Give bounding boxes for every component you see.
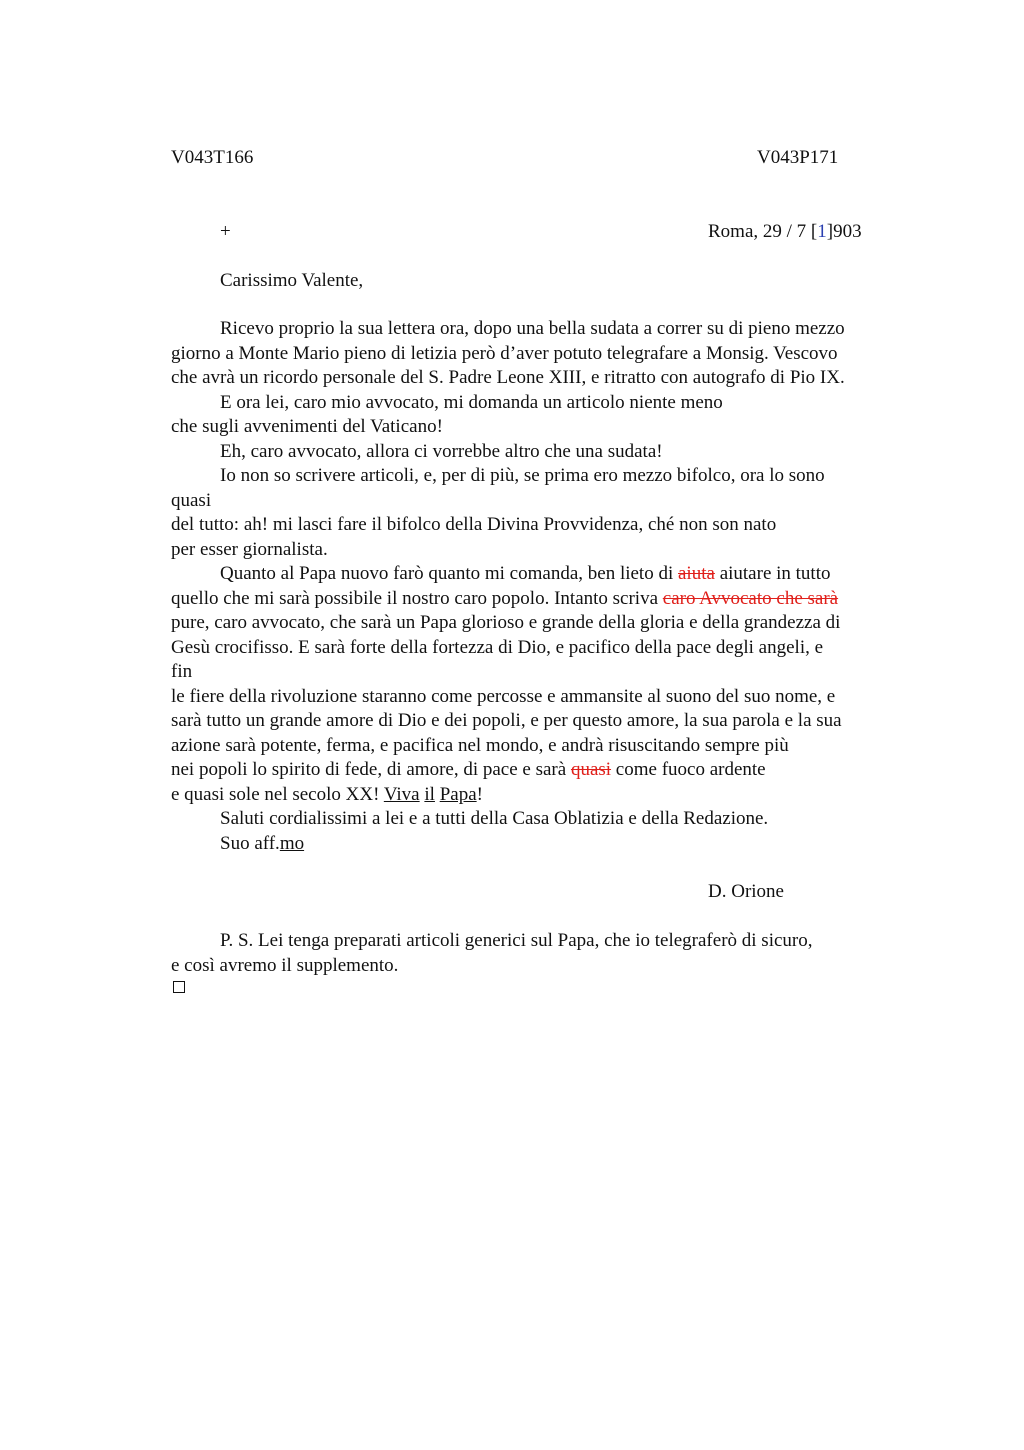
- body-line-4: E ora lei, caro mio avvocato, mi domanda un articolo niente meno: [220, 392, 723, 413]
- line-20-text-a: e quasi sole nel secolo XX!: [171, 784, 384, 805]
- line-11-text-b: aiutare in tutto: [714, 563, 831, 584]
- body-line-3: che avrà un ricordo personale del S. Padre Leone XIII, e ritratto con autografo di Pio IX.: [171, 367, 845, 388]
- body-line-10: per esser giornalista.: [171, 539, 328, 560]
- closing-mo: mo: [279, 833, 305, 854]
- body-line-9: del tutto: ah! mi lasci fare il bifolco della Divina Provvidenza, ché non son nato: [171, 514, 777, 535]
- body-line-1: Ricevo proprio la sua lettera ora, dopo una bella sudata a correr su di pieno mezzo: [220, 318, 845, 339]
- deleted-word-aiuta: aiuta: [678, 563, 715, 584]
- underlined-viva: Viva: [383, 784, 420, 805]
- header-right-code: V043P171: [757, 147, 839, 168]
- line-20-end: !: [476, 784, 483, 805]
- body-line-7: Io non so scrivere articoli, e, per di più, se prima ero mezzo bifolco, ora lo sono: [220, 465, 825, 486]
- body-line-2: giorno a Monte Mario pieno di letizia però d’aver potuto telegrafare a Monsig. Vescovo: [171, 343, 838, 364]
- body-line-13: pure, caro avvocato, che sarà un Papa glorioso e grande della gloria e della grandezza di: [171, 612, 841, 633]
- salutation: Carissimo Valente,: [220, 270, 364, 291]
- postscript-line-1: P. S. Lei tenga preparati articoli generici sul Papa, che io telegraferò di sicuro,: [220, 930, 813, 951]
- body-line-17: sarà tutto un grande amore di Dio e dei popoli, e per questo amore, la sua parola e la sua: [171, 710, 842, 731]
- body-line-19: [171, 758, 766, 782]
- deleted-phrase: caro Avvocato che sarà: [662, 588, 839, 609]
- date-bracket-digit: 1: [817, 221, 827, 242]
- body-line-5: che sugli avvenimenti del Vaticano!: [171, 416, 443, 437]
- body-line-8: quasi: [171, 490, 212, 511]
- deleted-word-quasi: quasi: [570, 759, 612, 780]
- place-date: [708, 220, 862, 244]
- line-19-text-b: come fuoco ardente: [611, 759, 766, 780]
- underlined-il: il: [424, 784, 435, 805]
- body-line-12: [171, 587, 838, 611]
- postscript-line-2: e così avremo il supplemento.: [171, 955, 399, 976]
- line-19-text-a: nei popoli lo spirito di fede, di amore, di pace e sarà: [171, 759, 571, 780]
- body-line-22: [220, 832, 304, 856]
- place-date-suffix: ]903: [826, 221, 862, 242]
- body-line-15: fin: [171, 661, 193, 682]
- place-date-prefix: Roma, 29 / 7 [: [708, 221, 818, 242]
- line-12-text-a: quello che mi sarà possibile il nostro caro popolo. Intanto scriva: [171, 588, 663, 609]
- body-line-6: Eh, caro avvocato, allora ci vorrebbe altro che una sudata!: [220, 441, 663, 462]
- header-left-code: V043T166: [171, 147, 254, 168]
- body-line-18: azione sarà potente, ferma, e pacifica nel mondo, e andrà risuscitando sempre più: [171, 735, 789, 756]
- line-11-text-a: Quanto al Papa nuovo farò quanto mi comanda, ben lieto di: [220, 563, 678, 584]
- body-line-11: [220, 562, 831, 586]
- body-line-21: Saluti cordialissimi a lei e a tutti della Casa Oblatizia e della Redazione.: [220, 808, 769, 829]
- end-square-mark: [173, 981, 185, 993]
- body-line-16: le fiere della rivoluzione staranno come percosse e ammansite al suono del suo nome, e: [171, 686, 836, 707]
- closing-suo-aff: Suo aff.: [220, 833, 280, 854]
- signature: D. Orione: [708, 881, 784, 902]
- body-line-14: Gesù crocifisso. E sarà forte della fortezza di Dio, e pacifico della pace degli angeli, e: [171, 637, 824, 658]
- underlined-papa: Papa: [439, 784, 477, 805]
- body-line-20: [171, 783, 483, 807]
- cross-mark: +: [220, 221, 231, 242]
